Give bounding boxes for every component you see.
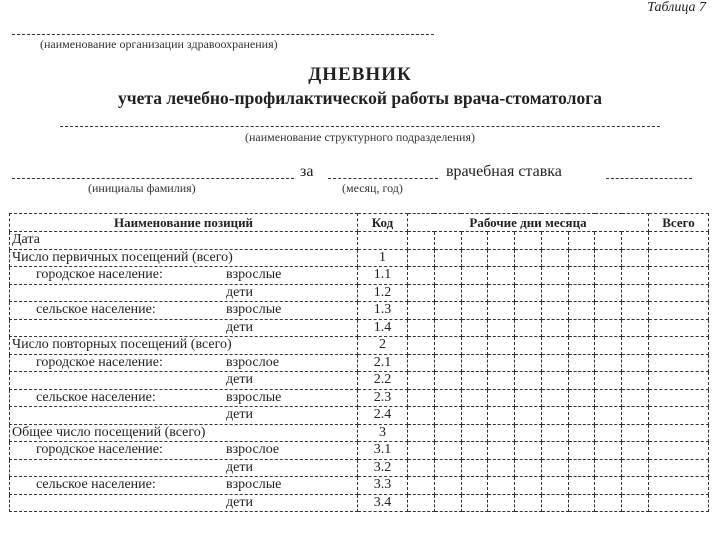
- table-row: [10, 389, 709, 407]
- day-cell[interactable]: [461, 354, 488, 372]
- day-cell[interactable]: [434, 232, 461, 250]
- day-cell[interactable]: [541, 424, 568, 442]
- day-cell[interactable]: [461, 424, 488, 442]
- day-cell[interactable]: [461, 267, 488, 285]
- day-cell[interactable]: [541, 459, 568, 477]
- row-subgroup: взрослые: [226, 267, 282, 283]
- day-cell[interactable]: [541, 407, 568, 425]
- day-cell[interactable]: [461, 442, 488, 460]
- row-name: [10, 477, 358, 495]
- document-title: ДНЕВНИК: [308, 64, 412, 85]
- day-cell[interactable]: [461, 302, 488, 320]
- day-cell[interactable]: [568, 337, 595, 355]
- day-cell[interactable]: [622, 284, 649, 302]
- row-code: 3.4: [358, 494, 408, 512]
- day-cell[interactable]: [595, 424, 622, 442]
- day-cell[interactable]: [488, 337, 515, 355]
- day-cell[interactable]: [515, 477, 542, 495]
- row-code: [358, 232, 408, 250]
- day-cell[interactable]: [515, 424, 542, 442]
- day-cell[interactable]: [541, 354, 568, 372]
- day-cell[interactable]: [461, 232, 488, 250]
- total-cell[interactable]: [649, 319, 709, 337]
- day-cell[interactable]: [515, 354, 542, 372]
- row-name: [10, 337, 358, 355]
- day-cell[interactable]: [434, 372, 461, 390]
- row-group: городское население:: [36, 442, 163, 458]
- table-row: [10, 459, 709, 477]
- day-cell[interactable]: [515, 302, 542, 320]
- row-group: сельское население:: [36, 477, 156, 493]
- doctor-name-field[interactable]: [12, 178, 294, 179]
- day-cell[interactable]: [568, 302, 595, 320]
- row-subgroup: взрослое: [226, 442, 280, 458]
- day-cell[interactable]: [622, 249, 649, 267]
- day-cell[interactable]: [568, 232, 595, 250]
- table-header-row: [10, 214, 709, 232]
- total-cell[interactable]: [649, 389, 709, 407]
- day-cell[interactable]: [408, 337, 435, 355]
- day-cell[interactable]: [461, 284, 488, 302]
- total-cell[interactable]: [649, 267, 709, 285]
- row-code: 3.2: [358, 459, 408, 477]
- day-cell[interactable]: [595, 249, 622, 267]
- day-cell[interactable]: [434, 284, 461, 302]
- table-row: [10, 407, 709, 425]
- day-cell[interactable]: [515, 249, 542, 267]
- row-name: [10, 372, 358, 390]
- day-cell[interactable]: [541, 319, 568, 337]
- day-cell[interactable]: [595, 319, 622, 337]
- day-cell[interactable]: [515, 459, 542, 477]
- day-cell[interactable]: [622, 372, 649, 390]
- day-cell[interactable]: [622, 267, 649, 285]
- row-name: [10, 494, 358, 512]
- day-cell[interactable]: [515, 337, 542, 355]
- day-cell[interactable]: [595, 302, 622, 320]
- day-cell[interactable]: [622, 442, 649, 460]
- day-cell[interactable]: [568, 267, 595, 285]
- table-row: [10, 494, 709, 512]
- structural-unit-caption: (наименование структурного подразделения): [244, 130, 475, 144]
- day-cell[interactable]: [461, 407, 488, 425]
- day-cell[interactable]: [434, 267, 461, 285]
- row-group: Общее число посещений (всего): [12, 424, 206, 440]
- row-code: 1: [358, 249, 408, 267]
- row-name: [10, 389, 358, 407]
- day-cell[interactable]: [568, 424, 595, 442]
- day-cell[interactable]: [541, 372, 568, 390]
- row-code: 1.1: [358, 267, 408, 285]
- day-cell[interactable]: [408, 267, 435, 285]
- day-cell[interactable]: [488, 459, 515, 477]
- month-year-field[interactable]: [328, 178, 438, 179]
- day-cell[interactable]: [408, 372, 435, 390]
- row-subgroup: взрослые: [226, 302, 282, 318]
- day-cell[interactable]: [434, 319, 461, 337]
- day-cell[interactable]: [434, 302, 461, 320]
- row-name: [10, 319, 358, 337]
- day-cell[interactable]: [434, 477, 461, 495]
- day-cell[interactable]: [434, 407, 461, 425]
- day-cell[interactable]: [408, 319, 435, 337]
- header-code: Код: [358, 214, 408, 232]
- day-cell[interactable]: [461, 372, 488, 390]
- day-cell[interactable]: [595, 372, 622, 390]
- day-cell[interactable]: [541, 442, 568, 460]
- row-code: 2.1: [358, 354, 408, 372]
- day-cell[interactable]: [595, 389, 622, 407]
- total-cell[interactable]: [649, 337, 709, 355]
- day-cell[interactable]: [488, 354, 515, 372]
- total-cell[interactable]: [649, 407, 709, 425]
- total-cell[interactable]: [649, 354, 709, 372]
- row-group: сельское население:: [36, 389, 156, 405]
- day-cell[interactable]: [568, 372, 595, 390]
- day-cell[interactable]: [434, 389, 461, 407]
- row-name: [10, 442, 358, 460]
- day-cell[interactable]: [461, 494, 488, 512]
- structural-unit-field[interactable]: [60, 126, 660, 127]
- table-row: [10, 372, 709, 390]
- day-cell[interactable]: [488, 494, 515, 512]
- day-cell[interactable]: [488, 267, 515, 285]
- day-cell[interactable]: [515, 372, 542, 390]
- day-cell[interactable]: [622, 407, 649, 425]
- day-cell[interactable]: [595, 267, 622, 285]
- day-cell[interactable]: [461, 249, 488, 267]
- month-caption: (месяц, год): [342, 181, 403, 195]
- row-subgroup: взрослые: [226, 477, 282, 493]
- day-cell[interactable]: [461, 459, 488, 477]
- day-cell[interactable]: [434, 442, 461, 460]
- row-subgroup: дети: [226, 284, 253, 300]
- table-row: [10, 284, 709, 302]
- total-cell[interactable]: [649, 302, 709, 320]
- day-cell[interactable]: [595, 337, 622, 355]
- day-cell[interactable]: [515, 267, 542, 285]
- table-row: [10, 354, 709, 372]
- header-days: Рабочие дни месяца: [408, 214, 649, 232]
- day-cell[interactable]: [488, 442, 515, 460]
- row-group: Число повторных посещений (всего): [12, 337, 232, 353]
- day-cell[interactable]: [622, 459, 649, 477]
- day-cell[interactable]: [408, 494, 435, 512]
- day-cell[interactable]: [408, 249, 435, 267]
- row-code: 1.3: [358, 302, 408, 320]
- day-cell[interactable]: [595, 354, 622, 372]
- total-cell[interactable]: [649, 424, 709, 442]
- row-group: Число первичных посещений (всего): [12, 249, 233, 265]
- organization-name-field[interactable]: [12, 34, 434, 35]
- header-total: Всего: [649, 214, 709, 232]
- day-cell[interactable]: [488, 477, 515, 495]
- row-group: сельское население:: [36, 302, 156, 318]
- row-name: [10, 267, 358, 285]
- day-cell[interactable]: [408, 389, 435, 407]
- row-code: 2: [358, 337, 408, 355]
- row-code: 2.4: [358, 407, 408, 425]
- row-name: [10, 424, 358, 442]
- day-cell[interactable]: [595, 232, 622, 250]
- day-cell[interactable]: [408, 442, 435, 460]
- row-subgroup: дети: [226, 407, 253, 423]
- row-group: Дата: [12, 232, 40, 248]
- day-cell[interactable]: [408, 407, 435, 425]
- table-number-label: Таблица 7: [647, 0, 706, 15]
- day-cell[interactable]: [541, 494, 568, 512]
- day-cell[interactable]: [434, 337, 461, 355]
- day-cell[interactable]: [488, 424, 515, 442]
- row-code: 1.2: [358, 284, 408, 302]
- table-row: [10, 319, 709, 337]
- day-cell[interactable]: [488, 284, 515, 302]
- rate-label: врачебная ставка: [446, 163, 562, 180]
- day-cell[interactable]: [434, 459, 461, 477]
- row-code: 3.3: [358, 477, 408, 495]
- row-subgroup: дети: [226, 372, 253, 388]
- day-cell[interactable]: [568, 354, 595, 372]
- row-subgroup: взрослое: [226, 354, 280, 370]
- row-subgroup: взрослые: [226, 389, 282, 405]
- day-cell[interactable]: [595, 477, 622, 495]
- total-cell[interactable]: [649, 459, 709, 477]
- day-cell[interactable]: [408, 302, 435, 320]
- total-cell[interactable]: [649, 442, 709, 460]
- day-cell[interactable]: [622, 232, 649, 250]
- day-cell[interactable]: [488, 389, 515, 407]
- total-cell[interactable]: [649, 232, 709, 250]
- day-cell[interactable]: [515, 284, 542, 302]
- header-name: Наименование позиций: [10, 214, 358, 232]
- day-cell[interactable]: [515, 232, 542, 250]
- day-cell[interactable]: [461, 477, 488, 495]
- day-cell[interactable]: [434, 249, 461, 267]
- day-cell[interactable]: [541, 284, 568, 302]
- day-cell[interactable]: [568, 494, 595, 512]
- day-cell[interactable]: [622, 494, 649, 512]
- table-row: [10, 442, 709, 460]
- total-cell[interactable]: [649, 494, 709, 512]
- total-cell[interactable]: [649, 284, 709, 302]
- day-cell[interactable]: [488, 232, 515, 250]
- row-code: 3.1: [358, 442, 408, 460]
- day-cell[interactable]: [515, 319, 542, 337]
- day-cell[interactable]: [434, 354, 461, 372]
- row-subgroup: дети: [226, 494, 253, 510]
- day-cell[interactable]: [568, 442, 595, 460]
- day-cell[interactable]: [595, 459, 622, 477]
- day-cell[interactable]: [595, 494, 622, 512]
- day-cell[interactable]: [488, 372, 515, 390]
- day-cell[interactable]: [541, 337, 568, 355]
- day-cell[interactable]: [541, 249, 568, 267]
- table-row: [10, 267, 709, 285]
- total-cell[interactable]: [649, 249, 709, 267]
- row-name: [10, 232, 358, 250]
- day-cell[interactable]: [408, 284, 435, 302]
- row-subgroup: дети: [226, 459, 253, 475]
- organization-caption: (наименование организации здравоохранения): [40, 37, 278, 51]
- day-cell[interactable]: [408, 354, 435, 372]
- table-row: [10, 477, 709, 495]
- day-cell[interactable]: [408, 459, 435, 477]
- row-name: [10, 302, 358, 320]
- table-row: [10, 337, 709, 355]
- day-cell[interactable]: [515, 442, 542, 460]
- day-cell[interactable]: [568, 249, 595, 267]
- row-name: [10, 249, 358, 267]
- day-cell[interactable]: [568, 284, 595, 302]
- day-cell[interactable]: [461, 319, 488, 337]
- day-cell[interactable]: [434, 494, 461, 512]
- day-cell[interactable]: [541, 232, 568, 250]
- document-subtitle: учета лечебно-профилактической работы врача-стоматолога: [118, 88, 602, 108]
- day-cell[interactable]: [568, 477, 595, 495]
- day-cell[interactable]: [515, 407, 542, 425]
- table-row: [10, 424, 709, 442]
- day-cell[interactable]: [515, 494, 542, 512]
- day-cell[interactable]: [488, 407, 515, 425]
- day-cell[interactable]: [595, 442, 622, 460]
- day-cell[interactable]: [622, 477, 649, 495]
- day-cell[interactable]: [622, 389, 649, 407]
- day-cell[interactable]: [461, 389, 488, 407]
- row-name: [10, 284, 358, 302]
- day-cell[interactable]: [595, 407, 622, 425]
- day-cell[interactable]: [488, 249, 515, 267]
- row-name: [10, 354, 358, 372]
- day-cell[interactable]: [568, 459, 595, 477]
- table-row: [10, 249, 709, 267]
- day-cell[interactable]: [408, 477, 435, 495]
- day-cell[interactable]: [461, 337, 488, 355]
- day-cell[interactable]: [595, 284, 622, 302]
- initials-caption: (инициалы фамилия): [88, 181, 196, 195]
- row-code: 2.2: [358, 372, 408, 390]
- day-cell[interactable]: [622, 337, 649, 355]
- day-cell[interactable]: [568, 407, 595, 425]
- rate-field[interactable]: [606, 178, 692, 179]
- day-cell[interactable]: [541, 389, 568, 407]
- day-cell[interactable]: [541, 477, 568, 495]
- day-cell[interactable]: [622, 354, 649, 372]
- row-name: [10, 407, 358, 425]
- row-name: [10, 459, 358, 477]
- day-cell[interactable]: [568, 389, 595, 407]
- day-cell[interactable]: [622, 319, 649, 337]
- row-group: городское население:: [36, 267, 163, 283]
- total-cell[interactable]: [649, 372, 709, 390]
- day-cell[interactable]: [515, 389, 542, 407]
- day-cell[interactable]: [488, 319, 515, 337]
- row-subgroup: дети: [226, 319, 253, 335]
- diary-table: [9, 213, 709, 512]
- row-code: 1.4: [358, 319, 408, 337]
- total-cell[interactable]: [649, 477, 709, 495]
- row-group: городское население:: [36, 354, 163, 370]
- day-cell[interactable]: [488, 302, 515, 320]
- day-cell[interactable]: [408, 232, 435, 250]
- day-cell[interactable]: [568, 319, 595, 337]
- row-code: 3: [358, 424, 408, 442]
- day-cell[interactable]: [622, 424, 649, 442]
- day-cell[interactable]: [434, 424, 461, 442]
- day-cell[interactable]: [408, 424, 435, 442]
- day-cell[interactable]: [541, 267, 568, 285]
- row-code: 2.3: [358, 389, 408, 407]
- day-cell[interactable]: [622, 302, 649, 320]
- day-cell[interactable]: [541, 302, 568, 320]
- table-row: [10, 232, 709, 250]
- za-label: за: [300, 163, 314, 180]
- table-row: [10, 302, 709, 320]
